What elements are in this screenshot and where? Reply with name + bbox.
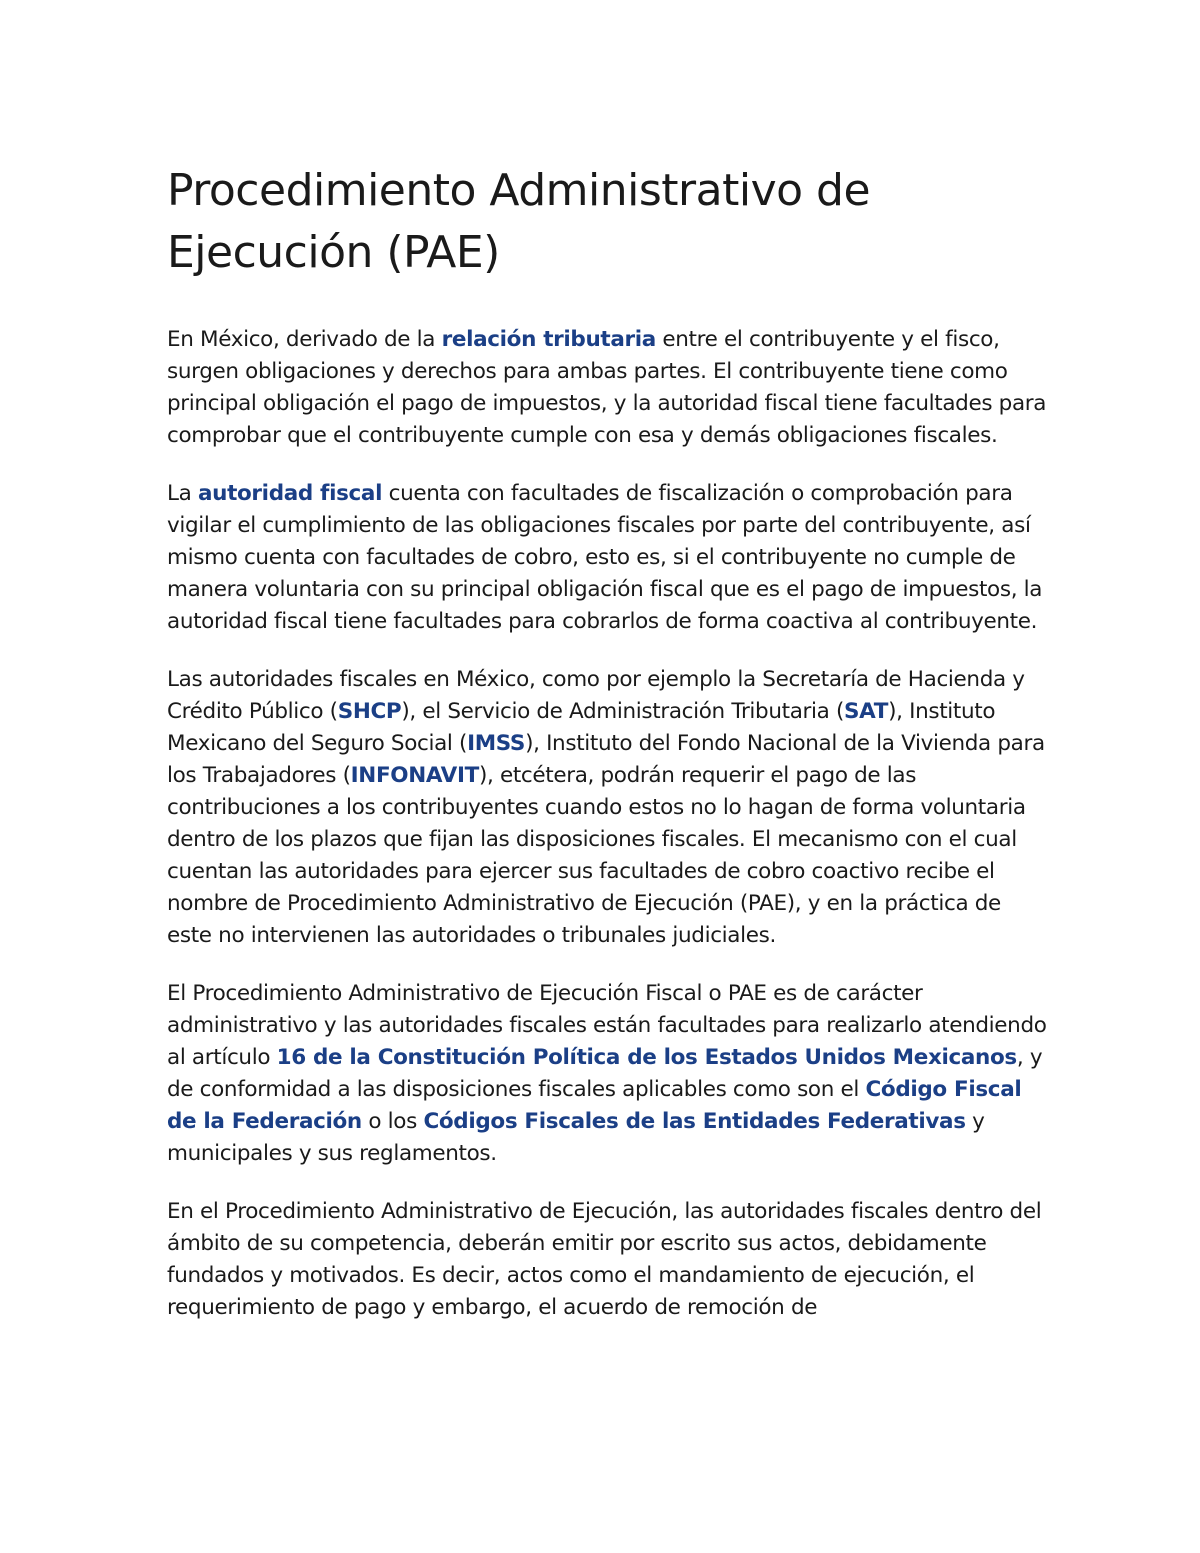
paragraph-text: Las autoridades fiscales en México, como por ejemplo la Secretaría de Hacienda y Crédito Público ( xyxy=(167,667,1025,724)
paragraph-text: y municipales y sus reglamentos. xyxy=(167,1109,985,1166)
paragraph-text: ), etcétera, podrán requerir el pago de las contribuciones a los contribuyentes cuando estos no lo hagan de forma voluntaria dentro de los plazos que fijan las disposiciones fiscales. El mecanismo con el cual cuentan las autoridades para ejercer sus facultades de cobro coactivo recibe el nombre de Procedimiento Administrativo de Ejecución (PAE), y en la práctica de este no intervienen las autoridades o tribunales judiciales. xyxy=(167,763,1026,948)
paragraph-1 xyxy=(167,324,1047,452)
paragraph-text: ), el Servicio de Administración Tributaria ( xyxy=(401,699,844,724)
document-page xyxy=(167,160,1047,1350)
paragraph-text: ), Instituto Mexicano del Seguro Social ( xyxy=(167,699,996,756)
paragraph-text: cuenta con facultades de fiscalización o comprobación para vigilar el cumplimiento de las obligaciones fiscales por parte del contribuyente, así mismo cuenta con facultades de cobro, esto es, si el contribuyente no cumple de manera voluntaria con su principal obligación fiscal que es el pago de impuestos, la autoridad fiscal tiene facultades para cobrarlos de forma coactiva al contribuyente. xyxy=(167,481,1043,634)
link-codigo-fiscal-federacion[interactable]: Código Fiscal de la Federación xyxy=(167,1077,1022,1134)
paragraph-text: En México, derivado de la xyxy=(167,327,442,352)
link-infonavit[interactable]: INFONAVIT xyxy=(350,763,479,788)
document-title: Procedimiento Administrativo de Ejecución (PAE) xyxy=(167,165,871,278)
paragraph-text: , y de conformidad a las disposiciones fiscales aplicables como son el xyxy=(167,1045,1043,1102)
paragraph-5 xyxy=(167,1196,1047,1324)
link-articulo-16-constitucion[interactable]: 16 de la Constitución Política de los Estados Unidos Mexicanos xyxy=(276,1045,1017,1070)
link-shcp[interactable]: SHCP xyxy=(337,699,402,724)
link-codigos-fiscales-entidades[interactable]: Códigos Fiscales de las Entidades Federativas xyxy=(423,1109,966,1134)
paragraph-3 xyxy=(167,664,1047,952)
link-autoridad-fiscal[interactable]: autoridad fiscal xyxy=(197,481,383,506)
paragraph-text: o los xyxy=(361,1109,424,1134)
paragraph-2 xyxy=(167,478,1047,638)
link-relacion-tributaria[interactable]: relación tributaria xyxy=(441,327,656,352)
paragraph-4 xyxy=(167,978,1047,1170)
paragraph-text: La xyxy=(167,481,198,506)
link-imss[interactable]: IMSS xyxy=(467,731,526,756)
paragraph-text: En el Procedimiento Administrativo de Ejecución, las autoridades fiscales dentro del ámbito de su competencia, deberán emitir por escrito sus actos, debidamente fundados y motivados. Es decir, actos como el mandamiento de ejecución, el requerimiento de pago y embargo, el acuerdo de remoción de xyxy=(167,1199,1042,1320)
paragraph-text: entre el contribuyente y el fisco, surgen obligaciones y derechos para ambas partes. El contribuyente tiene como principal obligación el pago de impuestos, y la autoridad fiscal tiene facultades para comprobar que el contribuyente cumple con esa y demás obligaciones fiscales. xyxy=(167,327,1047,448)
paragraph-text: ), Instituto del Fondo Nacional de la Vivienda para los Trabajadores ( xyxy=(167,731,1045,788)
paragraph-text: El Procedimiento Administrativo de Ejecución Fiscal o PAE es de carácter administrativo y las autoridades fiscales están facultades para realizarlo atendiendo al artículo xyxy=(167,981,1047,1070)
link-sat[interactable]: SAT xyxy=(844,699,889,724)
